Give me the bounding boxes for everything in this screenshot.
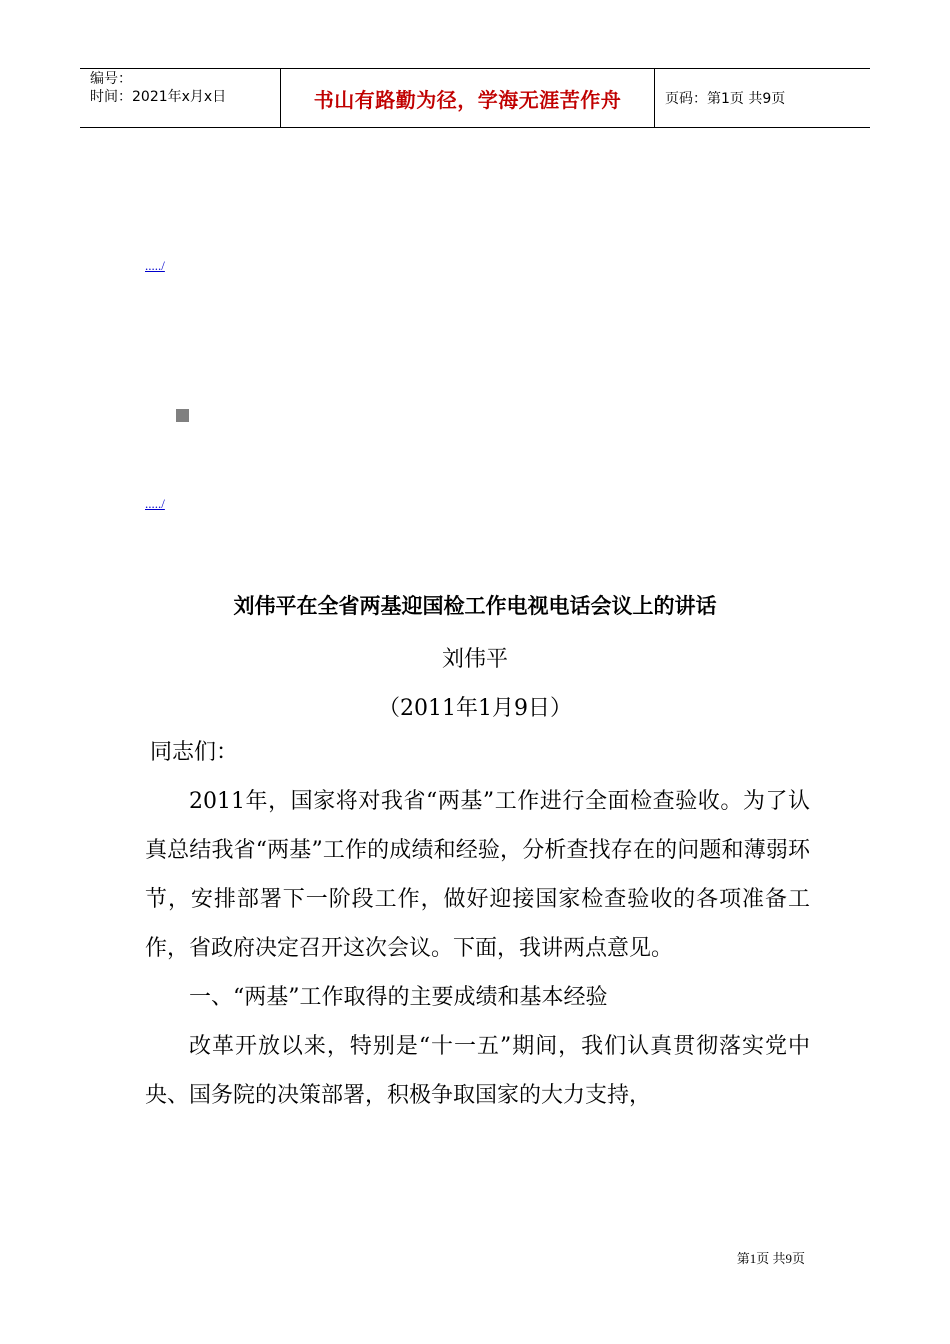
number-label: 编号： [90,71,132,87]
header-motto-cell [281,69,655,127]
header-page-cell [655,69,870,127]
body-block [145,777,810,1120]
time-label: 时间：2021年x月x日 [90,89,227,105]
salutation-block [150,728,815,777]
document-title: 刘伟平在全省两基迎国检工作电视电话会议上的讲话 [233,594,717,618]
link-1[interactable]: ...../ [145,258,165,273]
motto-text: 书山有路勤为径，学海无涯苦作舟 [313,87,622,112]
document-author: 刘伟平 [441,647,508,672]
link-2[interactable]: ...../ [145,496,165,511]
paragraph-2: 改革开放以来，特别是“十一五”期间，我们认真贯彻落实党中央、国务院的决策部署，积极争取国家的大力支持， [145,1034,810,1108]
square-bullet-icon [176,409,189,422]
header-table [80,68,870,128]
header-left-cell [80,69,281,127]
paragraph-1: 2011年，国家将对我省“两基”工作进行全面检查验收。为了认真总结我省“两基”工作的成绩和经验，分析查找存在的问题和薄弱环节，安排部署下一阶段工作，做好迎接国家检查验收的各项准备工作，省政府决定召开这次会议。下面，我讲两点意见。 [145,789,810,961]
footer-page-number: 第1页 共9页 [736,1251,805,1266]
salutation: 同志们： [150,740,239,765]
section-heading-1: 一、“两基”工作取得的主要成绩和基本经验 [189,985,608,1010]
document-date: （2011年1月9日） [378,696,572,721]
page-label: 页码：第1页 共9页 [665,91,786,107]
